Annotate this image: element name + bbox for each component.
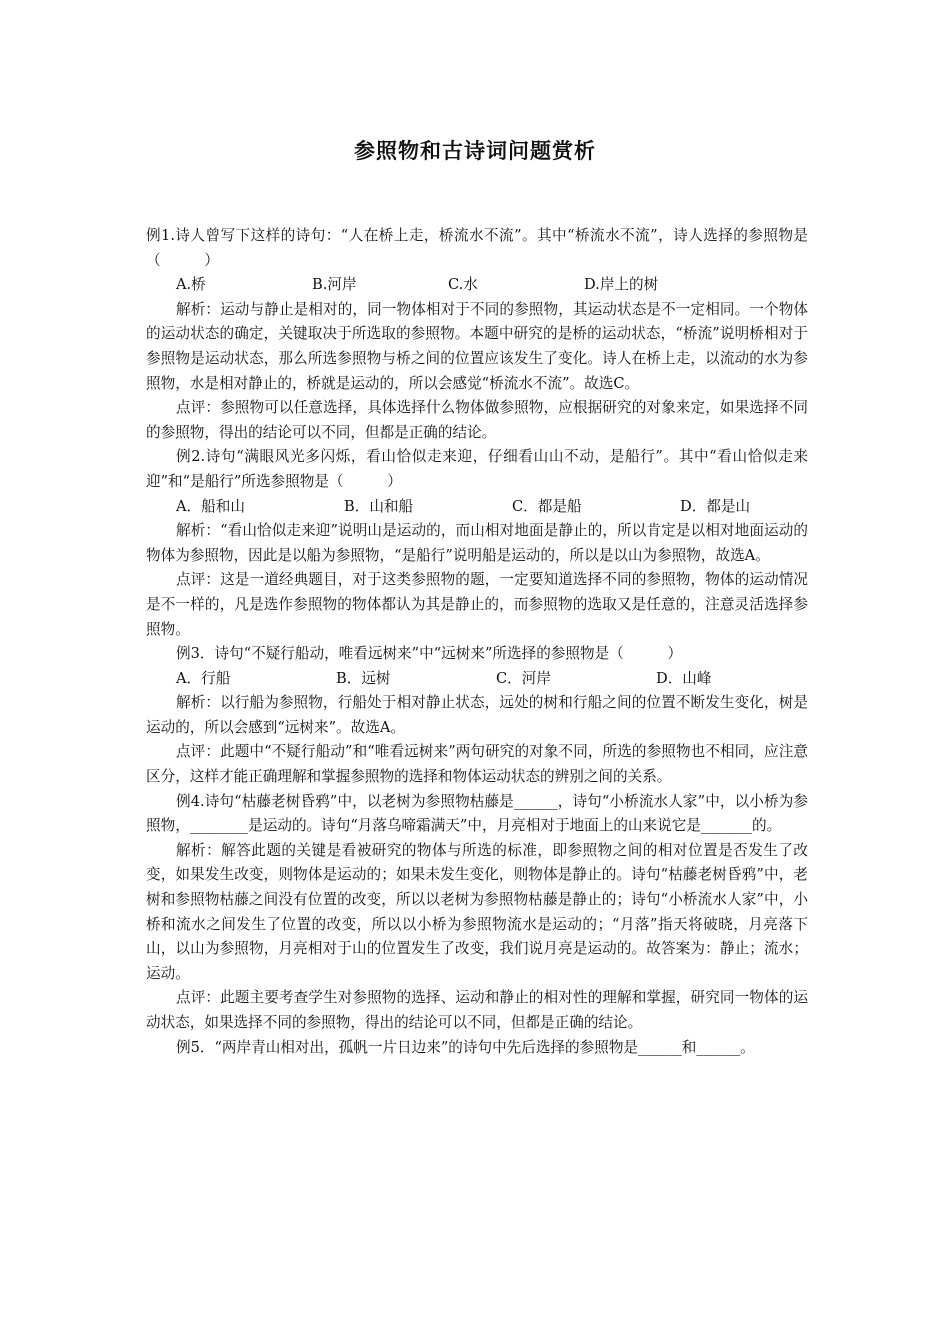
- example-2-option-d: D．都是山: [680, 497, 751, 515]
- example-2-option-a: A．船和山: [176, 497, 245, 515]
- example-1-question: 例1.诗人曾写下这样的诗句：“人在桥上走，桥流水不流”。其中“桥流水不流”，诗人选择的参照物是（ ）: [146, 227, 808, 269]
- example-3-comment: 点评：此题中“不疑行船动”和“唯看远树来”两句研究的对象不同，所选的参照物也不相同，应注意区分，这样才能正确理解和掌握参照物的选择和物体运动状态的辨别之间的关系。: [146, 743, 808, 786]
- example-3-analysis: 解析：以行船为参照物，行船处于相对静止状态，远处的树和行船之间的位置不断发生变化，树是运动的，所以会感到“远树来”。故选A。: [146, 694, 808, 736]
- example-2-comment: 点评：这是一道经典题目，对于这类参照物的题，一定要知道选择不同的参照物，物体的运动情况是不一样的，凡是选作参照物的物体都认为其是静止的，而参照物的选取又是任意的，注意灵活选择参照物。: [146, 571, 808, 638]
- example-2-options: [146, 495, 808, 520]
- example-4-analysis: 解析：解答此题的关键是看被研究的物体与所选的标准，即参照物之间的相对位置是否发生了改变，如果发生改变，则物体是运动的；如果未发生变化，则物体是静止的。诗句“枯藤老树昏鸦”中，老树和参照物枯藤之间没有位置的改变，所以以老树为参照物枯藤是静止的；诗句“小桥流水人家”中，小桥和流水之间发生了位置的改变，所以以小桥为参照物流水是运动的；“月落”指天将破晓，月亮落下山，以山为参照物，月亮相对于山的位置发生了改变，我们说月亮是运动的。故答案为：静止；流水；运动。: [146, 841, 808, 982]
- example-4-question: 例4.诗句“枯藤老树昏鸦”中，以老树为参照物枯藤是______，诗句“小桥流水人家”中，以小桥为参照物，________是运动的。诗句“月落乌啼霜满天”中，月亮相对于地面上的山来说它是_______的。: [146, 792, 808, 835]
- example-3-option-b: B．远树: [336, 669, 391, 687]
- example-4-comment: 点评：此题主要考查学生对参照物的选择、运动和静止的相对性的理解和掌握，研究同一物体的运动状态，如果选择不同的参照物，得出的结论可以不同，但都是正确的结论。: [146, 989, 808, 1031]
- example-1-options: [146, 273, 808, 298]
- example-3-question: 例3．诗句“不疑行船动，唯看远树来”中“远树来”所选择的参照物是（ ）: [176, 645, 683, 663]
- example-5-question: 例5．“两岸青山相对出，孤帆一片日边来”的诗句中先后选择的参照物是______和______。: [176, 1038, 755, 1056]
- example-2-option-c: C．都是船: [512, 497, 582, 515]
- document-title: 参照物和古诗词问题赏析: [354, 139, 596, 163]
- example-3-option-a: A．行船: [176, 669, 231, 687]
- example-1-analysis: 解析：运动与静止是相对的，同一物体相对于不同的参照物，其运动状态是不一定相同。一个物体的运动状态的确定，关键取决于所选取的参照物。本题中研究的是桥的运动状态，“桥流”说明桥相对于参照物是运动状态，那么所选参照物与桥之间的位置应该发生了变化。诗人在桥上走，以流动的水为参照物，水是相对静止的，桥就是运动的，所以会感觉“桥流水不流”。故选C。: [146, 300, 808, 392]
- example-3-options: [146, 667, 808, 692]
- document-body: [146, 224, 808, 1060]
- example-1-option-a: A.桥: [176, 276, 206, 294]
- example-1-option-c: C.水: [448, 276, 478, 294]
- example-1-option-b: B.河岸: [312, 276, 357, 294]
- example-3-option-d: D．山峰: [656, 669, 712, 687]
- example-2-question: 例2.诗句“满眼风光多闪烁，看山恰似走来迎，仔细看山山不动，是船行”。其中“看山恰似走来迎”和“是船行”所选参照物是（ ）: [146, 448, 808, 490]
- example-2-option-b: B．山和船: [344, 497, 414, 515]
- example-3-option-c: C．河岸: [496, 669, 551, 687]
- example-1-comment: 点评：参照物可以任意选择，具体选择什么物体做参照物，应根据研究的对象来定，如果选择不同的参照物，得出的结论可以不同，但都是正确的结论。: [146, 399, 808, 441]
- example-1-option-d: D.岸上的树: [584, 276, 659, 294]
- example-2-analysis: 解析：“看山恰似走来迎”说明山是运动的，而山相对地面是静止的，所以肯定是以相对地面运动的物体为参照物，因此是以船为参照物，“是船行”说明船是运动的，所以是以山为参照物，故选A。: [146, 522, 808, 564]
